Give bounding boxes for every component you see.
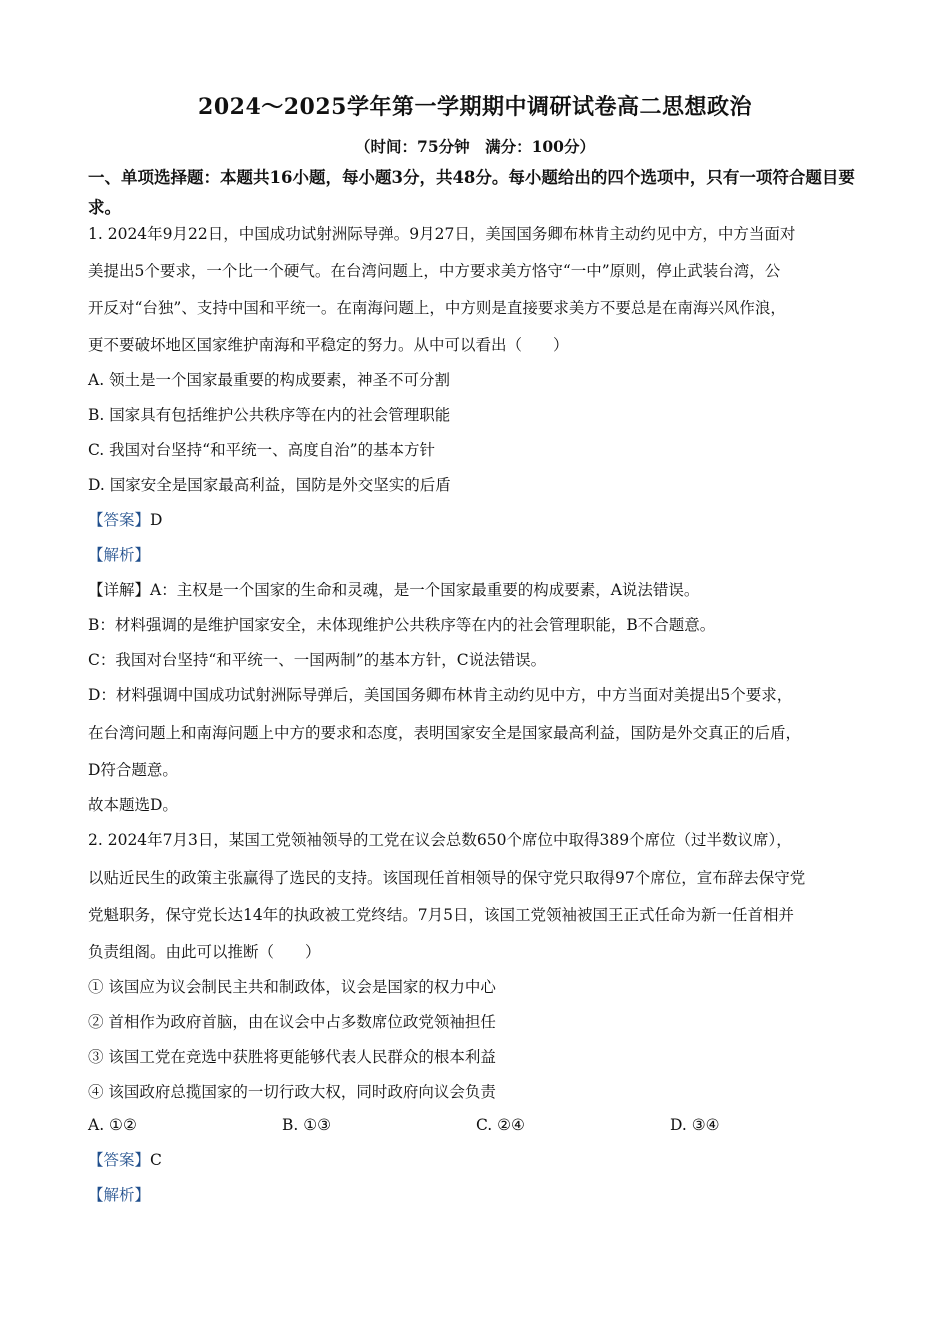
q2-option-d: D. ③④: [670, 1116, 720, 1134]
q2-analysis: [88, 1183, 150, 1207]
q1-detail-line: D符合题意。: [88, 761, 178, 779]
q1-stem-line: 更不要破坏地区国家维护南海和平稳定的努力。从中可以看出（ ）: [88, 336, 569, 354]
answer-tag: 【答案】: [88, 511, 151, 529]
section-heading: 一、单项选择题：本题共16小题，每小题3分，共48分。每小题给出的四个选项中，只有一项符合题目要求。: [88, 168, 855, 217]
q2-option-c: C. ②④: [476, 1116, 525, 1134]
exam-title: 2024～2025学年第一学期期中调研试卷高二思想政治: [198, 94, 752, 120]
q1-detail-line: C：我国对台坚持“和平统一、一国两制”的基本方针，C说法错误。: [88, 651, 547, 669]
q2-stem-line: 2. 2024年7月3日，某国工党领袖领导的工党在议会总数650个席位中取得389个席位（过半数议席），: [88, 831, 792, 849]
q1-stem-line: 1. 2024年9月22日，中国成功试射洲际导弹。9月27日，美国国务卿布林肯主动约见中方，中方当面对: [88, 225, 796, 243]
q1-stem-line: 开反对“台独”、支持中国和平统一。在南海问题上，中方则是直接要求美方不要总是在南海兴风作浪，: [88, 299, 786, 317]
q1-detail-line: [88, 578, 699, 602]
analysis-tag: 【解析】: [88, 1186, 151, 1204]
q2-statement-4: ④ 该国政府总揽国家的一切行政大权，同时政府向议会负责: [88, 1083, 496, 1101]
q2-statement-2: ② 首相作为政府首脑，由在议会中占多数席位政党领袖担任: [88, 1013, 496, 1031]
q2-stem-line: 以贴近民生的政策主张赢得了选民的支持。该国现任首相领导的保守党只取得97个席位，宣布辞去保守党: [88, 869, 806, 887]
q1-option-a: A. 领土是一个国家最重要的构成要素，神圣不可分割: [88, 371, 451, 389]
q2-option-a: A. ①②: [88, 1116, 137, 1134]
q1-option-c: C. 我国对台坚持“和平统一、高度自治”的基本方针: [88, 441, 436, 459]
q1-detail-line: D：材料强调中国成功试射洲际导弹后，美国国务卿布林肯主动约见中方，中方当面对美提出5个要求，: [88, 686, 793, 704]
q1-option-b: B. 国家具有包括维护公共秩序等在内的社会管理职能: [88, 406, 451, 424]
q2-stem-line: 党魁职务，保守党长达14年的执政被工党终结。7月5日，该国工党领袖被国王正式任命为新一任首相并: [88, 906, 794, 924]
answer-value: C: [150, 1151, 162, 1169]
q1-stem-line: 美提出5个要求，一个比一个硬气。在台湾问题上，中方要求美方恪守“一中”原则，停止武装台湾，公: [88, 262, 781, 280]
detail-text: A：主权是一个国家的生命和灵魂，是一个国家最重要的构成要素，A说法错误。: [150, 581, 700, 599]
q1-detail-line: B：材料强调的是维护国家安全，未体现维护公共秩序等在内的社会管理职能，B不合题意。: [88, 616, 716, 634]
q1-answer: [88, 508, 162, 532]
q2-stem-line: 负责组阁。由此可以推断（ ）: [88, 943, 321, 961]
q2-statement-3: ③ 该国工党在竞选中获胜将更能够代表人民群众的根本利益: [88, 1048, 496, 1066]
answer-tag: 【答案】: [88, 1151, 151, 1169]
q2-answer: [88, 1148, 162, 1172]
q1-option-d: D. 国家安全是国家最高利益，国防是外交坚实的后盾: [88, 476, 451, 494]
analysis-tag: 【解析】: [88, 546, 151, 564]
q1-analysis: [88, 543, 150, 567]
answer-value: D: [150, 511, 163, 529]
q1-detail-line: 在台湾问题上和南海问题上中方的要求和态度，表明国家安全是国家最高利益，国防是外交真正的后盾，: [88, 724, 802, 742]
q2-statement-1: ① 该国应为议会制民主共和制政体，议会是国家的权力中心: [88, 978, 496, 996]
q2-option-b: B. ①③: [282, 1116, 332, 1134]
detail-tag: 【详解】: [88, 581, 151, 599]
q1-conclusion: 故本题选D。: [88, 796, 178, 814]
exam-subtitle: （时间：75分钟 满分：100分）: [355, 137, 595, 156]
